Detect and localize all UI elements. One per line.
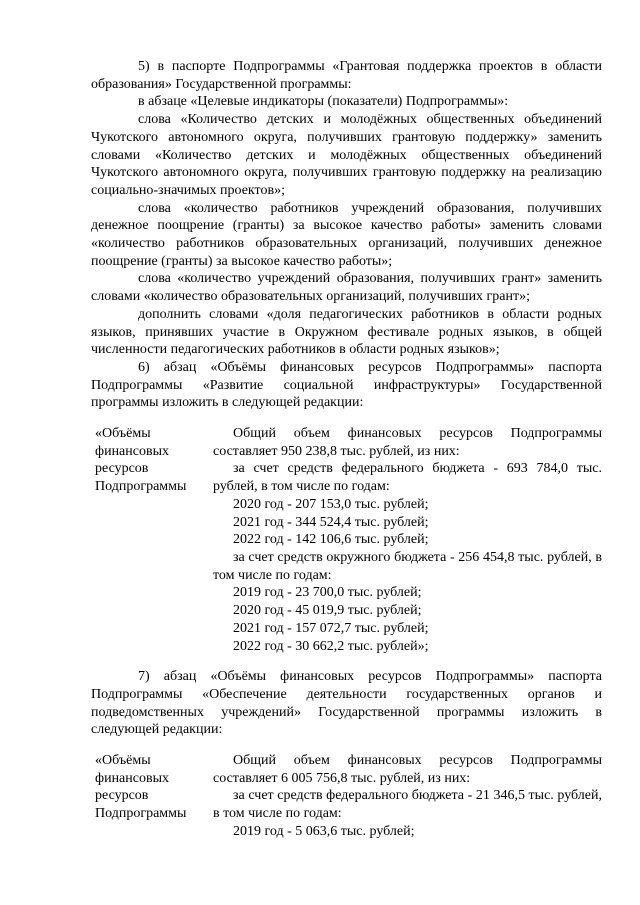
funding-label bbox=[91, 752, 213, 841]
funding-district: за счет средств окружного бюджета - 256 454,8 тыс. рублей, в том числе по годам: bbox=[213, 549, 602, 583]
paragraph-replace-youth-associations: слова «Количество детских и молодёжных общественных объединений Чукотского автономного округа, получивших грантовую поддержку» заменить словами «Количество детских и молодёжных общественных объединений Чукотского автономного округа, получивших грантовую поддержку на реализацию социально-значимых проектов»; bbox=[91, 112, 602, 198]
funding-label-line: финансовых bbox=[95, 443, 169, 459]
funding-year-line: 2022 год - 142 106,6 тыс. рублей; bbox=[233, 532, 429, 548]
paragraph-item-5: 5) в паспорте Подпрограммы «Грантовая поддержка проектов в области образования» Государственной программы: bbox=[91, 59, 602, 92]
funding-label-line: «Объёмы bbox=[95, 426, 151, 442]
funding-block-social-infrastructure bbox=[91, 425, 602, 655]
funding-federal: за счет средств федерального бюджета - 21 346,5 тыс. рублей, в том числе по годам: bbox=[213, 788, 602, 822]
funding-year-line: 2021 год - 344 524,4 тыс. рублей; bbox=[233, 514, 429, 530]
funding-year-line: 2019 год - 23 700,0 тыс. рублей; bbox=[233, 585, 422, 601]
funding-label bbox=[91, 425, 213, 655]
funding-federal: за счет средств федерального бюджета - 693 784,0 тыс. рублей, в том числе по годам: bbox=[213, 461, 602, 495]
funding-total: Общий объем финансовых ресурсов Подпрограммы составляет 6 005 756,8 тыс. рублей, из них: bbox=[213, 753, 602, 786]
funding-year-line: 2021 год - 157 072,7 тыс. рублей; bbox=[233, 620, 429, 636]
paragraph-indicators-heading: в абзаце «Целевые индикаторы (показатели) Подпрограммы»: bbox=[138, 94, 509, 110]
funding-label-line: Подпрограммы bbox=[95, 479, 187, 495]
funding-year-line: 2020 год - 45 019,9 тыс. рублей; bbox=[233, 603, 422, 619]
funding-label-line: ресурсов bbox=[95, 788, 149, 804]
paragraph-replace-institutions-grant: слова «количество учреждений образования, получивших грант» заменить словами «количество образовательных организаций, получивших грант»; bbox=[91, 271, 602, 305]
funding-total: Общий объем финансовых ресурсов Подпрограммы составляет 950 238,8 тыс. рублей, из них: bbox=[213, 426, 602, 459]
funding-year-line: 2020 год - 207 153,0 тыс. рублей; bbox=[233, 496, 429, 512]
funding-label-line: Подпрограммы bbox=[95, 806, 187, 822]
document-page bbox=[91, 58, 602, 854]
funding-details bbox=[213, 752, 602, 841]
paragraph-add-native-languages: дополнить словами «доля педагогических работников в области родных языков, принявших участие в Окружном фестивале родных языков, в общей численности педагогических работников в области родных языков»; bbox=[91, 306, 602, 358]
funding-details bbox=[213, 425, 602, 655]
funding-block-government-bodies bbox=[91, 752, 602, 841]
paragraph-replace-workers-grants: слова «количество работников учреждений образования, получивших денежное поощрение (гранты) за высокое качество работы» заменить словами «количество работников образовательных организаций, получивших денежное поощрение (гранты) за высокое качество работы»; bbox=[91, 200, 602, 269]
funding-label-line: ресурсов bbox=[95, 461, 149, 477]
funding-label-line: финансовых bbox=[95, 770, 169, 786]
funding-year-line: 2022 год - 30 662,2 тыс. рублей»; bbox=[233, 638, 429, 654]
paragraph-item-6: 6) абзац «Объёмы финансовых ресурсов Подпрограммы» паспорта Подпрограммы «Развитие социальной инфраструктуры» Государственной программы изложить в следующей редакции: bbox=[91, 359, 602, 411]
paragraph-item-7: 7) абзац «Объёмы финансовых ресурсов Подпрограммы» паспорта Подпрограммы «Обеспечение деятельности государственных органов и подведомственных учреждений» Государственной программы изложить в следующей редакции: bbox=[91, 669, 602, 738]
funding-year-line: 2019 год - 5 063,6 тыс. рублей; bbox=[233, 823, 415, 839]
funding-label-line: «Объёмы bbox=[95, 753, 151, 769]
